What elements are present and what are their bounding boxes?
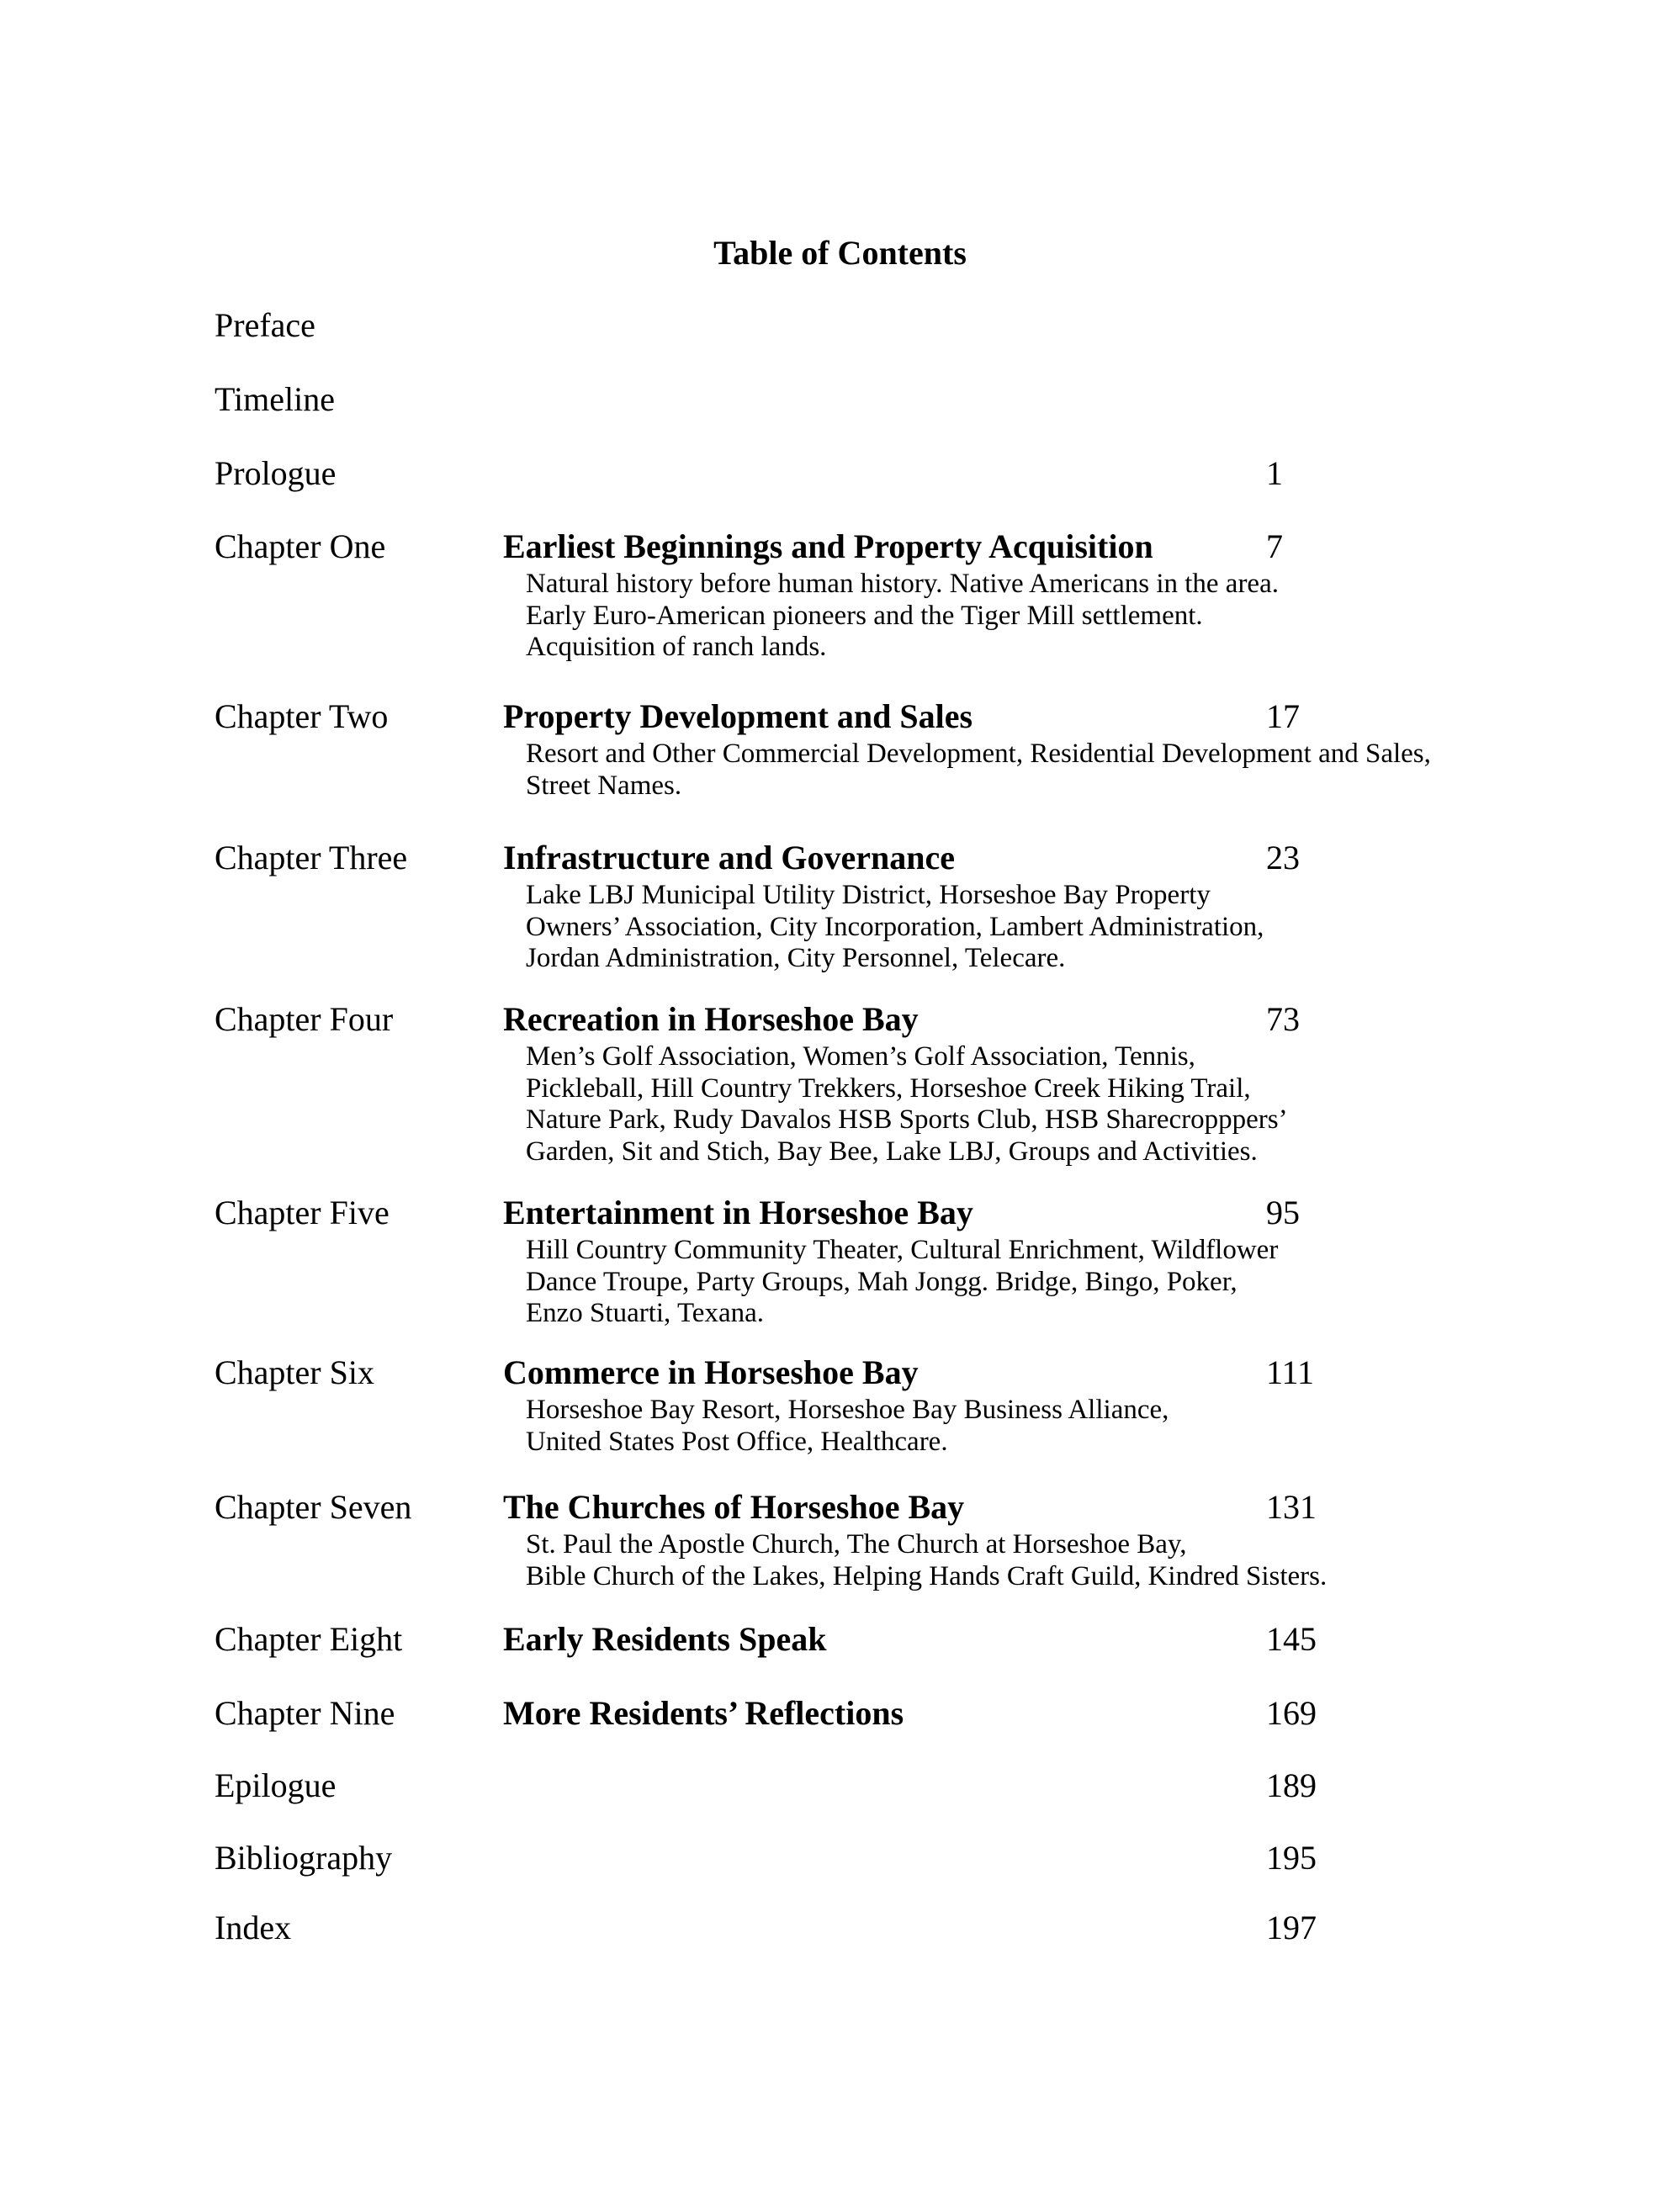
entry-description-line: Owners’ Association, City Incorporation, Lambert Administration, [526, 912, 1264, 942]
entry-page-number: 1 [1266, 454, 1283, 492]
entry-page-number: 95 [1266, 1194, 1300, 1231]
entry-description-line: Garden, Sit and Stich, Bay Bee, Lake LBJ, Groups and Activities. [526, 1136, 1258, 1167]
entry-page-number: 195 [1266, 1839, 1317, 1877]
entry-label: Chapter Four [215, 1000, 394, 1038]
entry-description-line: Acquisition of ranch lands. [526, 632, 827, 662]
entry-label: Chapter Seven [215, 1488, 412, 1526]
entry-description-line: Dance Troupe, Party Groups, Mah Jongg. Bridge, Bingo, Poker, [526, 1267, 1237, 1297]
entry-label: Chapter Nine [215, 1694, 395, 1732]
entry-title: Property Development and Sales [503, 697, 973, 735]
entry-label: Bibliography [215, 1839, 393, 1877]
entry-label: Chapter Six [215, 1353, 374, 1391]
entry-title: Early Residents Speak [503, 1620, 827, 1658]
entry-description-line: Jordan Administration, City Personnel, Telecare. [526, 943, 1066, 973]
entry-description-line: Horseshoe Bay Resort, Horseshoe Bay Business Alliance, [526, 1395, 1169, 1425]
entry-label: Timeline [215, 380, 335, 418]
entry-page-number: 73 [1266, 1000, 1300, 1038]
entry-title: Recreation in Horseshoe Bay [503, 1000, 919, 1038]
entry-page-number: 23 [1266, 839, 1300, 876]
page-title: Table of Contents [713, 234, 967, 272]
entry-title: More Residents’ Reflections [503, 1694, 904, 1732]
entry-description-line: Pickleball, Hill Country Trekkers, Horseshoe Creek Hiking Trail, [526, 1073, 1251, 1104]
entry-title: The Churches of Horseshoe Bay [503, 1488, 965, 1526]
entry-description-line: Nature Park, Rudy Davalos HSB Sports Club, HSB Sharecropppers’ [526, 1104, 1288, 1135]
entry-description-line: United States Post Office, Healthcare. [526, 1427, 948, 1457]
entry-description-line: Enzo Stuarti, Texana. [526, 1298, 764, 1328]
entry-label: Preface [215, 306, 315, 344]
entry-title: Infrastructure and Governance [503, 839, 955, 876]
entry-label: Chapter Three [215, 839, 408, 876]
entry-title: Commerce in Horseshoe Bay [503, 1353, 919, 1391]
entry-page-number: 169 [1266, 1694, 1317, 1732]
entry-label: Epilogue [215, 1766, 337, 1804]
entry-description-line: Hill Country Community Theater, Cultural Enrichment, Wildflower [526, 1235, 1279, 1265]
entry-page-number: 7 [1266, 527, 1283, 565]
entry-description-line: St. Paul the Apostle Church, The Church at Horseshoe Bay, [526, 1529, 1187, 1559]
entry-page-number: 111 [1266, 1353, 1315, 1391]
entry-description-line: Bible Church of the Lakes, Helping Hands Craft Guild, Kindred Sisters. [526, 1561, 1328, 1591]
entry-page-number: 131 [1266, 1488, 1317, 1526]
entry-description-line: Men’s Golf Association, Women’s Golf Association, Tennis, [526, 1041, 1195, 1072]
entry-label: Index [215, 1909, 292, 1946]
entry-description-line: Lake LBJ Municipal Utility District, Horseshoe Bay Property [526, 880, 1211, 910]
entry-label: Chapter One [215, 527, 386, 565]
entry-label: Prologue [215, 454, 337, 492]
entry-title: Earliest Beginnings and Property Acquisition [503, 527, 1153, 565]
entry-label: Chapter Eight [215, 1620, 403, 1658]
entry-page-number: 145 [1266, 1620, 1317, 1658]
entry-page-number: 17 [1266, 697, 1300, 735]
entry-description-line: Early Euro-American pioneers and the Tiger Mill settlement. [526, 601, 1203, 631]
entry-title: Entertainment in Horseshoe Bay [503, 1194, 973, 1231]
entry-description-line: Street Names. [526, 770, 682, 801]
entry-page-number: 197 [1266, 1909, 1317, 1946]
entry-label: Chapter Two [215, 697, 389, 735]
entry-description-line: Resort and Other Commercial Development, Residential Development and Sales, [526, 739, 1431, 769]
entry-label: Chapter Five [215, 1194, 390, 1231]
entry-page-number: 189 [1266, 1766, 1317, 1804]
entry-description-line: Natural history before human history. Native Americans in the area. [526, 569, 1279, 599]
